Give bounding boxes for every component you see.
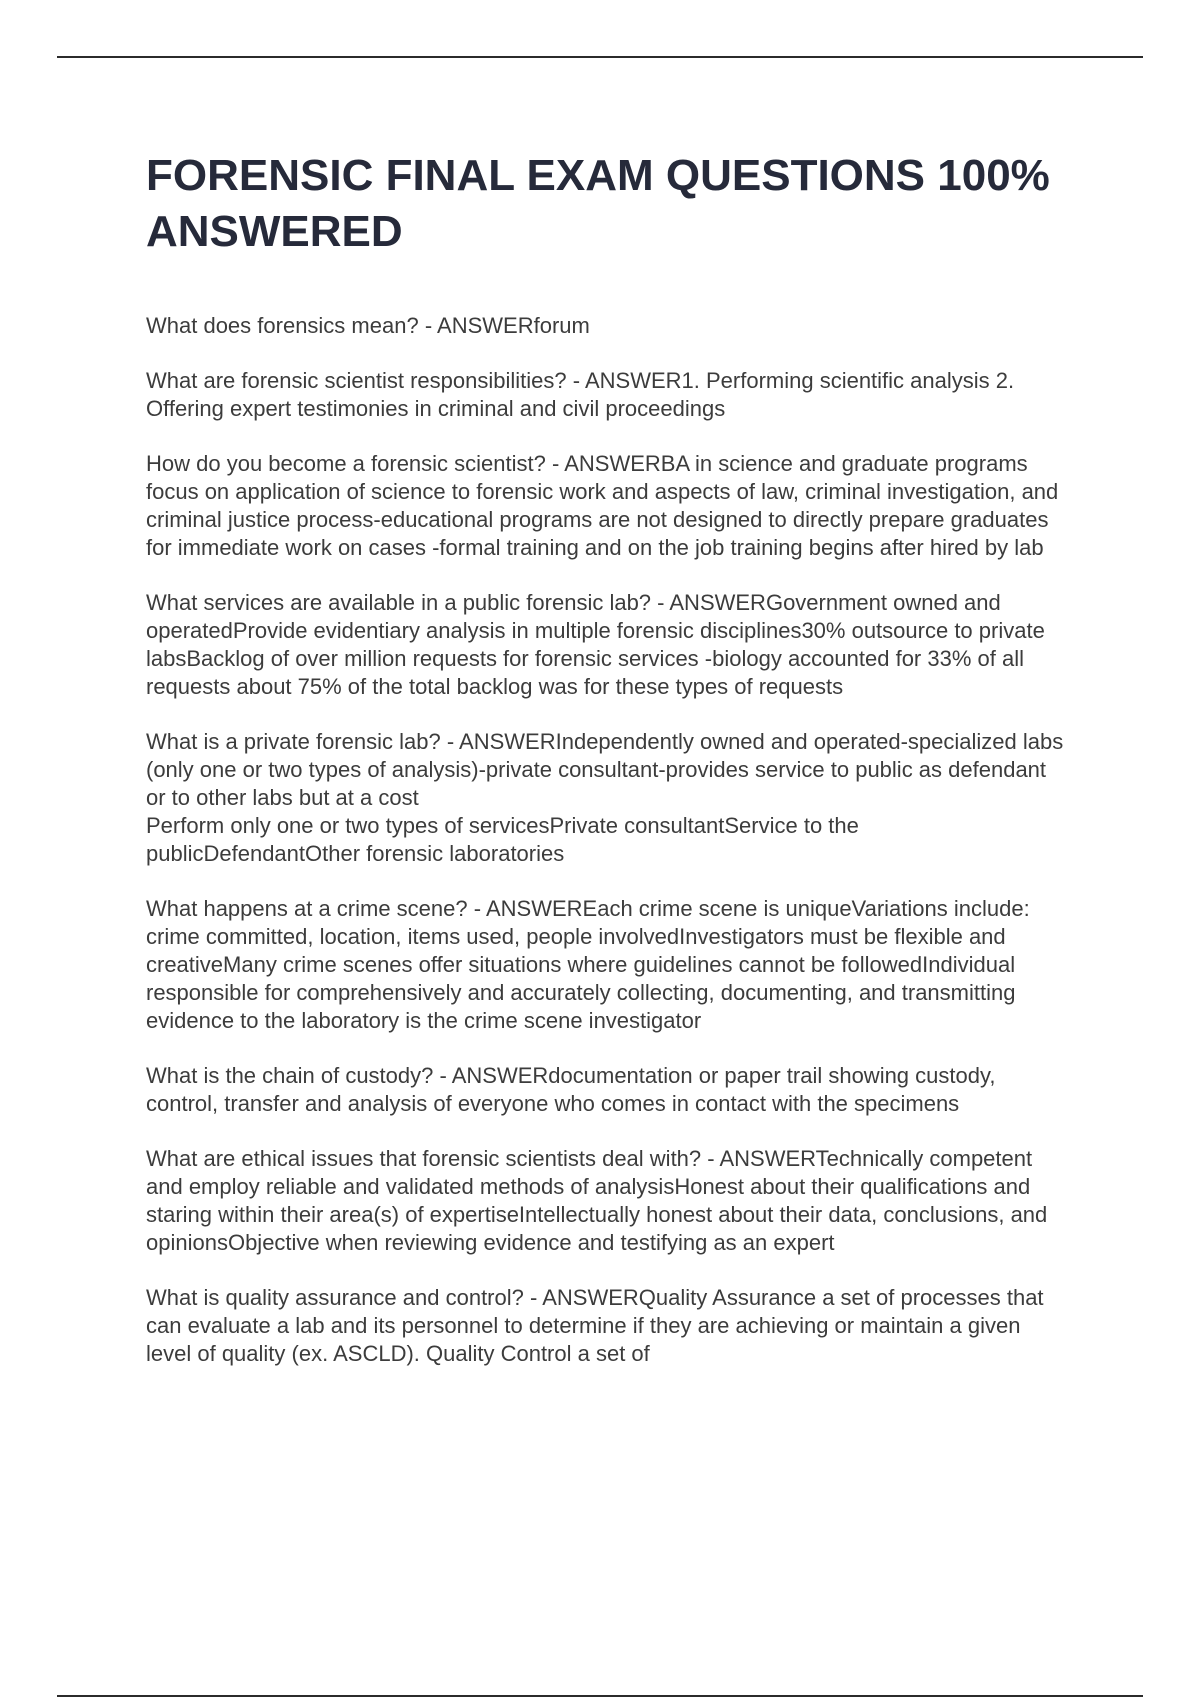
answer-marker: - ANSWER: [566, 368, 682, 393]
answer-marker: - ANSWER: [545, 451, 661, 476]
qa-item: [146, 1284, 1066, 1368]
answer-marker: - ANSWER: [523, 1285, 639, 1310]
answer-continuation: Perform only one or two types of servicesPrivate consultantService to the publicDefendantOther forensic laboratories: [146, 813, 859, 866]
answer-text: Independently owned and operated-specialized labs (only one or two types of analysis)-private consultant-provides service to public as defendant or to other labs but at a cost: [146, 729, 1064, 810]
question-text: What does forensics mean?: [146, 313, 419, 338]
answer-text: Quality Assurance a set of processes that can evaluate a lab and its personnel to determine if they are achieving or maintain a given level of quality (ex. ASCLD). Quality Control a set of: [146, 1285, 1044, 1366]
question-text: What are ethical issues that forensic scientists deal with?: [146, 1146, 702, 1171]
answer-text: forum: [533, 313, 590, 338]
question-text: What is a private forensic lab?: [146, 729, 441, 754]
answer-text: Each crime scene is uniqueVariations include: crime committed, location, items used, people involvedInvestigators must be flexible and creativeMany crime scenes offer situations where guidelines cannot be followedIndividual responsible for comprehensively and accurately collecting, documenting, and transmitting evidence to the laboratory is the crime scene investigator: [146, 896, 1030, 1033]
answer-marker: - ANSWER: [467, 896, 583, 921]
answer-text: BA in science and graduate programs focus on application of science to forensic work and aspects of law, criminal investigation, and criminal justice process-educational programs are not designed to directly prepare graduates for immediate work on cases -formal training and on the job training begins after hired by lab: [146, 451, 1059, 560]
question-text: How do you become a forensic scientist?: [146, 451, 546, 476]
qa-item: [146, 895, 1066, 1035]
question-text: What services are available in a public forensic lab?: [146, 590, 652, 615]
answer-marker: - ANSWER: [701, 1146, 816, 1171]
top-rule: [57, 56, 1143, 58]
answer-text: Government owned and operatedProvide evidentiary analysis in multiple forensic disciplines30% outsource to private labsBacklog of over million requests for forensic services -biology accounted for 33% of all requests about 75% of the total backlog was for these types of requests: [146, 590, 1045, 699]
answer-text: 1. Performing scientific analysis 2. Offering expert testimonies in criminal and civil proceedings: [146, 368, 1015, 421]
answer-marker: - ANSWER: [418, 313, 534, 338]
answer-text: documentation or paper trail showing custody, control, transfer and analysis of everyone who comes in contact with the specimens: [146, 1063, 996, 1116]
answer-text: Technically competent and employ reliable and validated methods of analysisHonest about their qualifications and staring within their area(s) of expertiseIntellectually honest about their data, conclusions, and opinionsObjective when reviewing evidence and testifying as an expert: [146, 1146, 1048, 1255]
qa-item: [146, 1062, 1066, 1118]
qa-item: [146, 367, 1066, 423]
qa-item: [146, 450, 1066, 562]
answer-marker: - ANSWER: [440, 729, 556, 754]
question-text: What are forensic scientist responsibilities?: [146, 368, 567, 393]
question-text: What happens at a crime scene?: [146, 896, 468, 921]
answer-marker: - ANSWER: [651, 590, 766, 615]
qa-item: [146, 1145, 1066, 1257]
question-text: What is the chain of custody?: [146, 1063, 434, 1088]
qa-item: [146, 589, 1066, 701]
qa-item: [146, 728, 1066, 868]
answer-marker: - ANSWER: [433, 1063, 549, 1088]
bottom-rule: [57, 1695, 1143, 1697]
page-title: FORENSIC FINAL EXAM QUESTIONS 100% ANSWERED: [146, 151, 1050, 256]
qa-item: [146, 312, 1066, 340]
question-text: What is quality assurance and control?: [146, 1285, 524, 1310]
qa-list: [146, 312, 1066, 1395]
